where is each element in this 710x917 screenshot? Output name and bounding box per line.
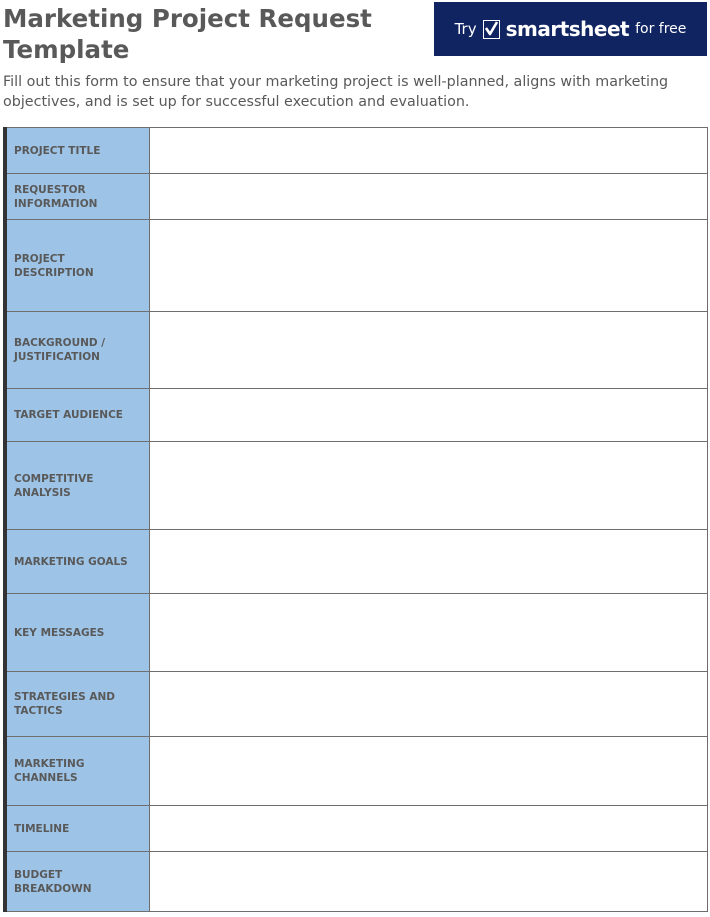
field-project-description-cell <box>150 220 708 312</box>
budget-breakdown-field[interactable] <box>150 863 707 901</box>
label-marketing-channels: MARKETING CHANNELS <box>5 737 150 806</box>
label-timeline: TIMELINE <box>5 806 150 852</box>
marketing-channels-field[interactable] <box>150 752 707 790</box>
timeline-field[interactable] <box>150 810 707 848</box>
form-row-requestor-information <box>5 174 708 220</box>
label-project-description: PROJECT DESCRIPTION <box>5 220 150 312</box>
field-timeline-cell <box>150 806 708 852</box>
form-row-competitive-analysis <box>5 442 708 530</box>
field-marketing-goals-cell <box>150 530 708 594</box>
label-strategies-and-tactics: STRATEGIES AND TACTICS <box>5 672 150 737</box>
competitive-analysis-field[interactable] <box>150 467 707 505</box>
field-requestor-information-cell <box>150 174 708 220</box>
marketing-goals-field[interactable] <box>150 543 707 581</box>
field-competitive-analysis-cell <box>150 442 708 530</box>
form-row-strategies-and-tactics <box>5 672 708 737</box>
page-title: Marketing Project Request Template <box>3 4 372 64</box>
intro-text: Fill out this form to ensure that your marketing project is well-planned, aligns with marketing objectives, and is set up for successful execution and evaluation. <box>3 74 669 110</box>
requestor-information-field[interactable] <box>150 178 707 216</box>
form-row-timeline <box>5 806 708 852</box>
form-row-marketing-channels <box>5 737 708 806</box>
label-project-title: PROJECT TITLE <box>5 128 150 174</box>
form-row-marketing-goals <box>5 530 708 594</box>
label-competitive-analysis: COMPETITIVE ANALYSIS <box>5 442 150 530</box>
form-row-target-audience <box>5 389 708 442</box>
form-row-background-justification <box>5 312 708 389</box>
label-background-justification: BACKGROUND / JUSTIFICATION <box>5 312 150 389</box>
form-row-key-messages <box>5 594 708 672</box>
strategies-and-tactics-field[interactable] <box>150 685 707 723</box>
background-justification-field[interactable] <box>150 331 707 369</box>
project-description-field[interactable] <box>150 247 707 285</box>
field-background-justification-cell <box>150 312 708 389</box>
form-row-project-title <box>5 128 708 174</box>
label-budget-breakdown: BUDGET BREAKDOWN <box>5 852 150 912</box>
label-key-messages: KEY MESSAGES <box>5 594 150 672</box>
form-row-budget-breakdown <box>5 852 708 912</box>
field-project-title-cell <box>150 128 708 174</box>
promo-free-label: for free <box>635 21 687 37</box>
label-marketing-goals: MARKETING GOALS <box>5 530 150 594</box>
field-key-messages-cell <box>150 594 708 672</box>
project-title-field[interactable] <box>150 132 707 170</box>
field-strategies-and-tactics-cell <box>150 672 708 737</box>
label-requestor-information: REQUESTOR INFORMATION <box>5 174 150 220</box>
field-marketing-channels-cell <box>150 737 708 806</box>
key-messages-field[interactable] <box>150 614 707 652</box>
smartsheet-check-icon <box>483 20 500 39</box>
form-row-project-description <box>5 220 708 312</box>
try-smartsheet-button[interactable] <box>434 2 707 56</box>
field-target-audience-cell <box>150 389 708 442</box>
promo-brand-label: smartsheet <box>505 17 630 41</box>
field-budget-breakdown-cell <box>150 852 708 912</box>
request-form-table <box>3 127 708 912</box>
label-target-audience: TARGET AUDIENCE <box>5 389 150 442</box>
promo-try-label: Try <box>454 20 477 38</box>
target-audience-field[interactable] <box>150 396 707 434</box>
